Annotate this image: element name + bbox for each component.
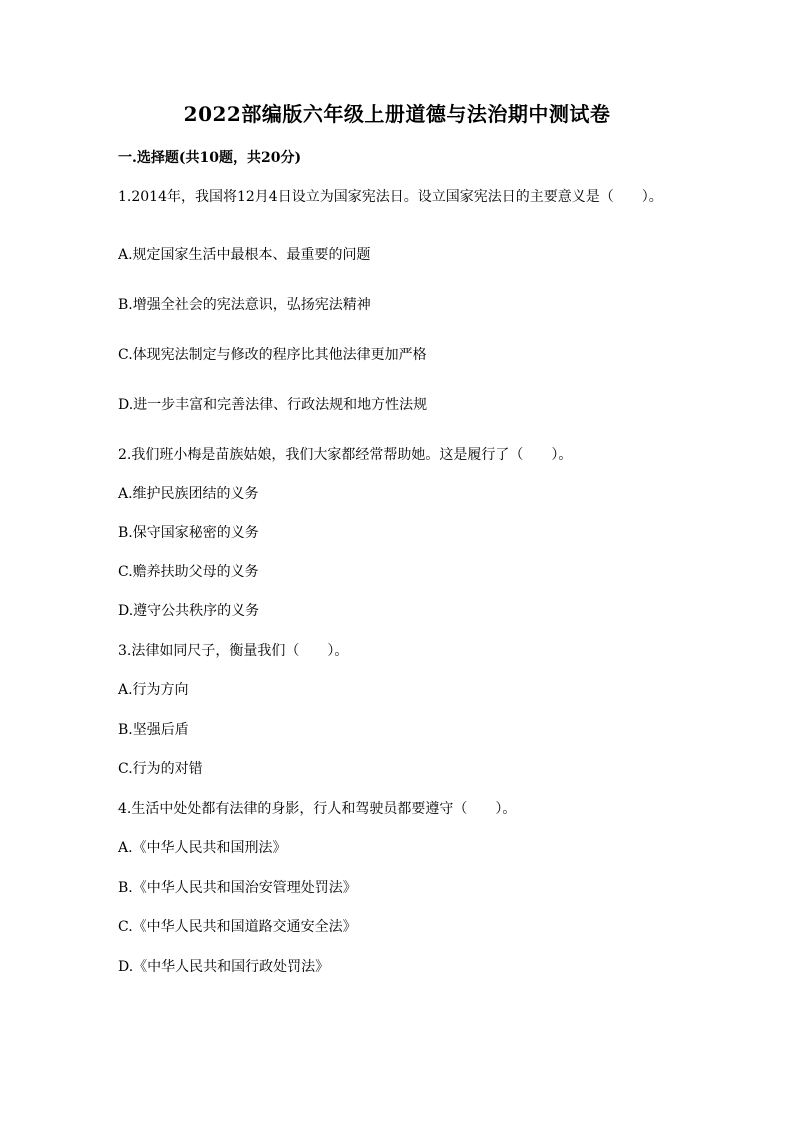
- question-2-option-d: D.遵守公共秩序的义务: [118, 603, 260, 619]
- question-4-option-d: D.《中华人民共和国行政处罚法》: [118, 959, 330, 975]
- question-1-option-a: A.规定国家生活中最根本、最重要的问题: [118, 247, 371, 263]
- question-4-stem: 4.生活中处处都有法律的身影，行人和驾驶员都要遵守（ ）。: [118, 801, 517, 817]
- question-2-option-c: C.赡养扶助父母的义务: [118, 564, 259, 580]
- question-3-option-b: B.坚强后盾: [118, 722, 189, 738]
- question-4-option-a: A.《中华人民共和国刑法》: [118, 840, 287, 856]
- question-4-option-c: C.《中华人民共和国道路交通安全法》: [118, 919, 357, 935]
- question-1-option-c: C.体现宪法制定与修改的程序比其他法律更加严格: [118, 347, 427, 363]
- question-1-stem: 1.2014年，我国将12月4日设立为国家宪法日。设立国家宪法日的主要意义是（ ）。: [118, 189, 663, 205]
- question-3-option-a: A.行为方向: [118, 682, 189, 698]
- question-4-option-b: B.《中华人民共和国治安管理处罚法》: [118, 880, 357, 896]
- page-title: 2022部编版六年级上册道德与法治期中测试卷: [183, 102, 611, 126]
- question-1-option-b: B.增强全社会的宪法意识，弘扬宪法精神: [118, 297, 371, 313]
- question-3-option-c: C.行为的对错: [118, 761, 203, 777]
- question-3-stem: 3.法律如同尺子，衡量我们（ ）。: [118, 643, 349, 659]
- section-heading: 一.选择题(共10题，共20分): [118, 150, 302, 166]
- question-2-option-a: A.维护民族团结的义务: [118, 486, 259, 502]
- question-2-option-b: B.保守国家秘密的义务: [118, 525, 259, 541]
- question-1-option-d: D.进一步丰富和完善法律、行政法规和地方性法规: [118, 397, 428, 413]
- question-2-stem: 2.我们班小梅是苗族姑娘，我们大家都经常帮助她。这是履行了（ ）。: [118, 447, 573, 463]
